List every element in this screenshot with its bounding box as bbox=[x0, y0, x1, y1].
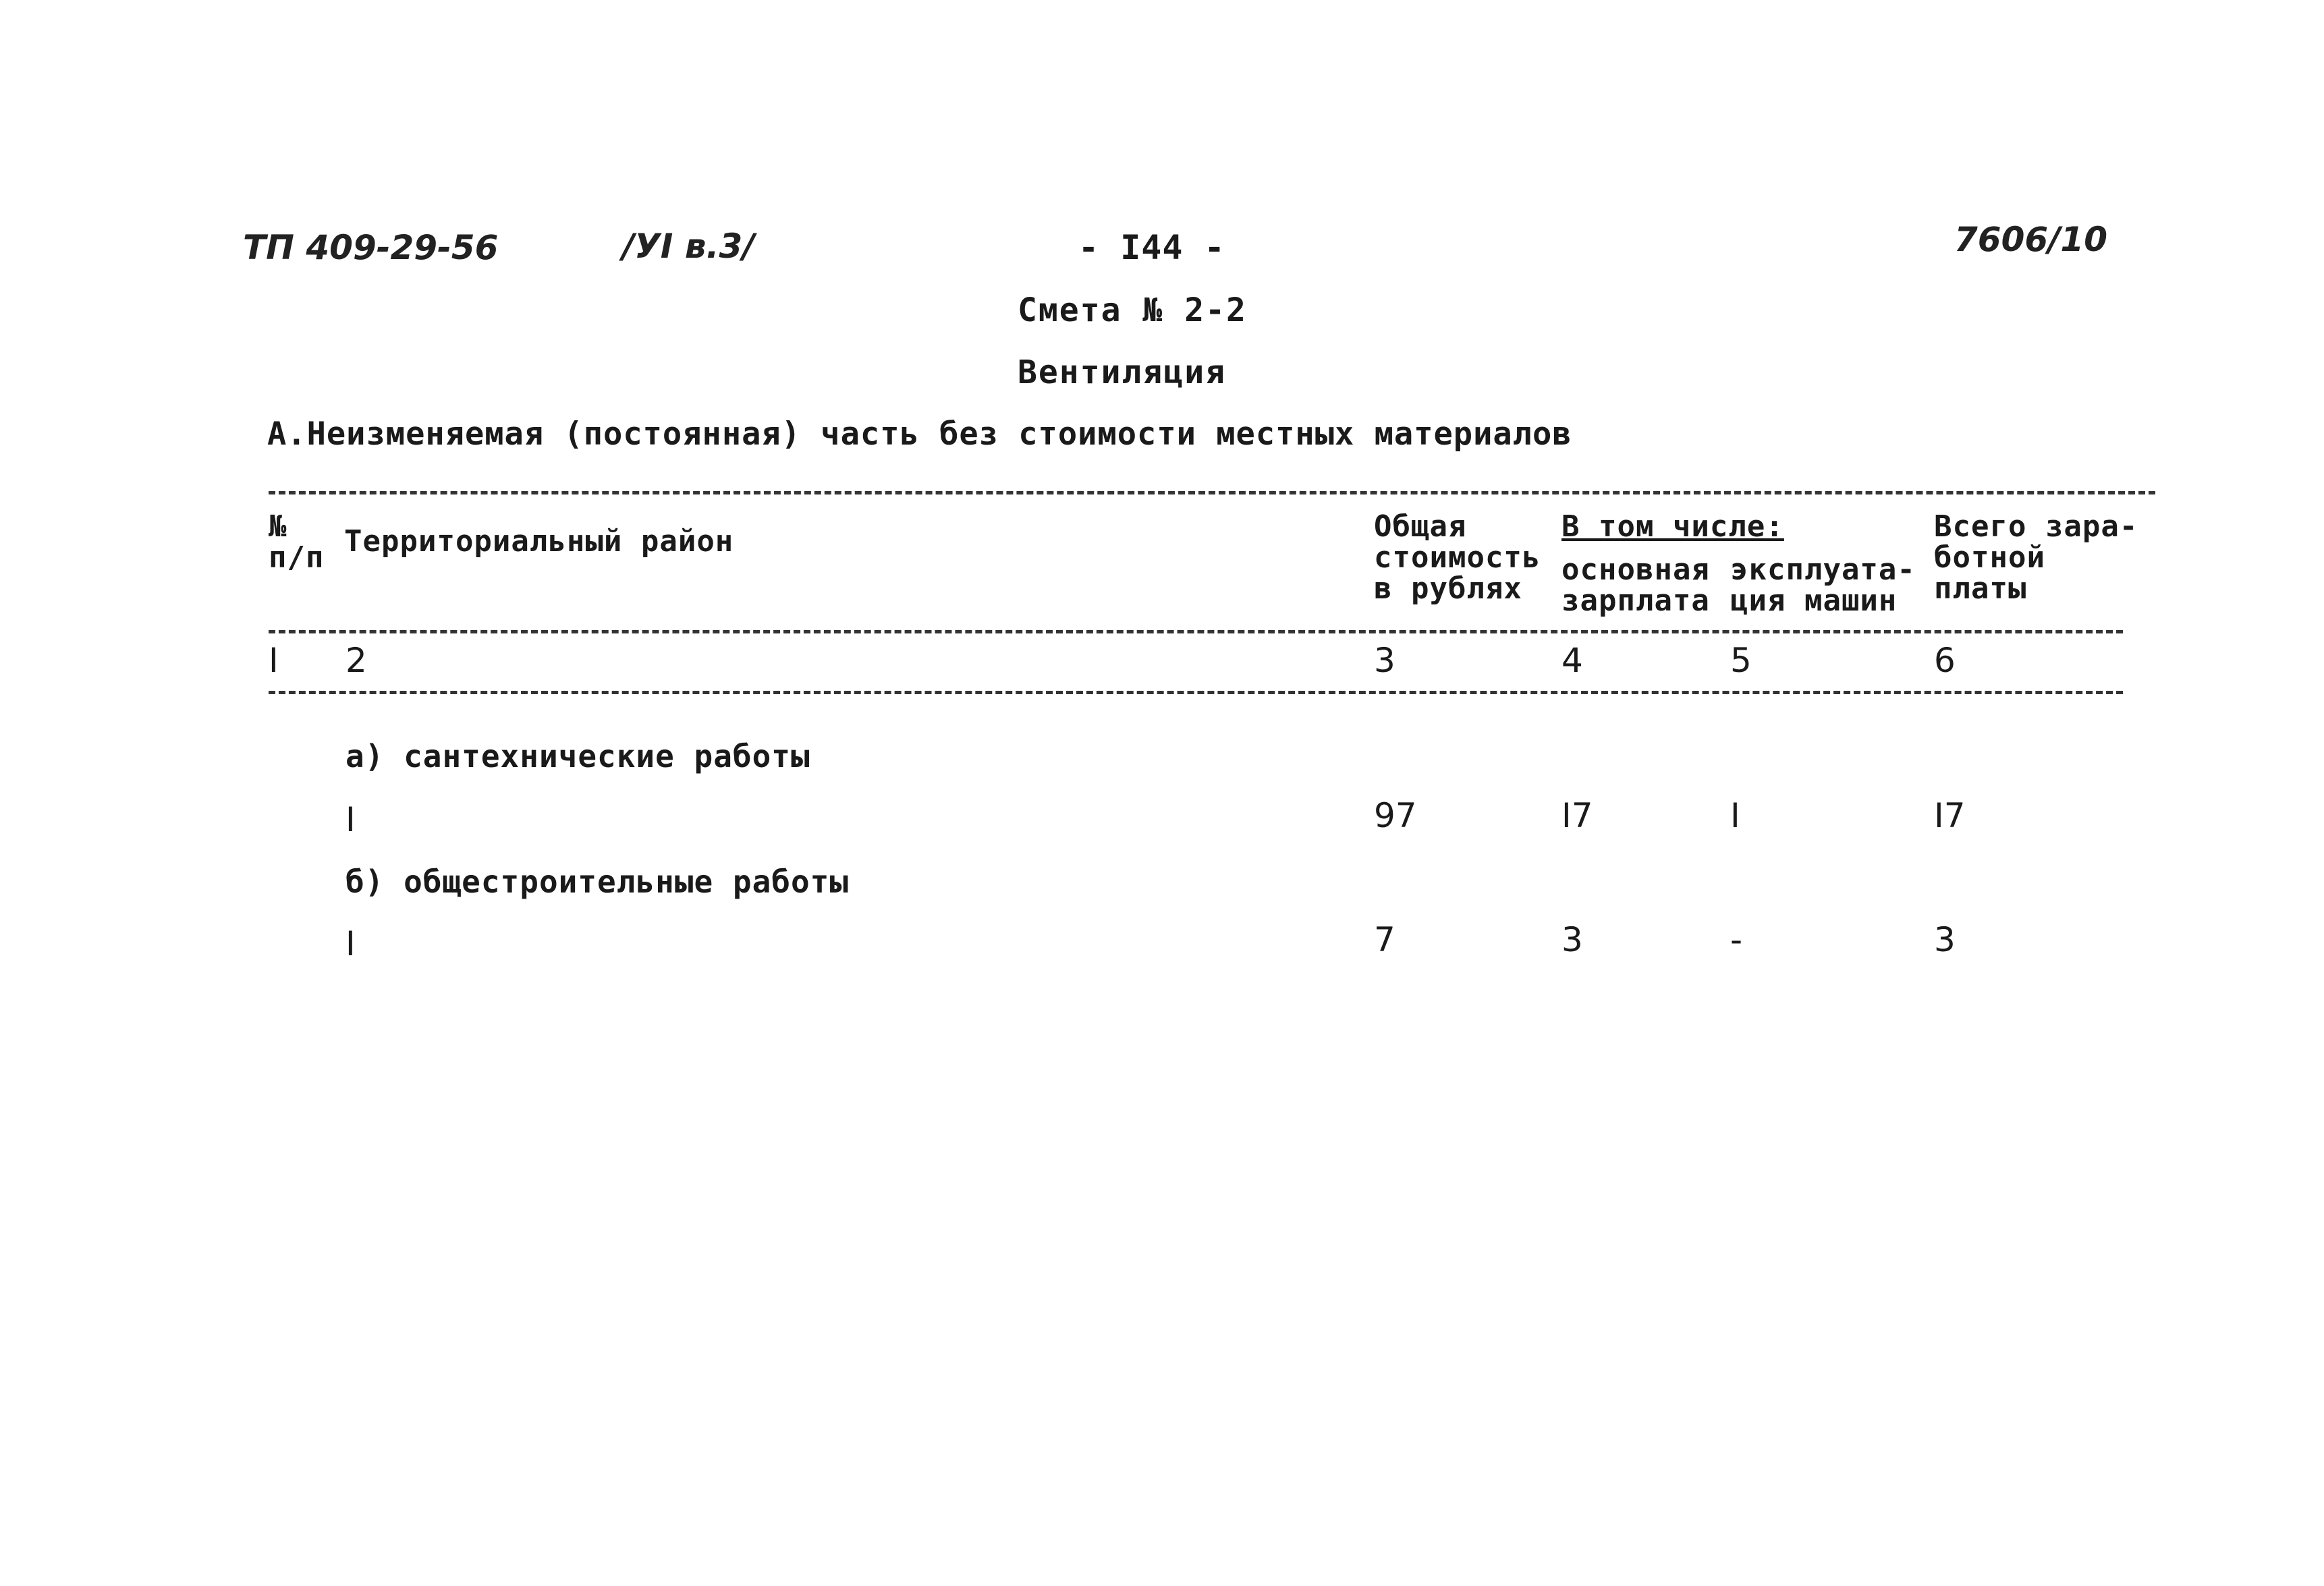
table-cell-total-salary: I7 bbox=[1934, 796, 1966, 835]
column-number-5: 5 bbox=[1730, 641, 1752, 680]
section-label-plumbing: а) сантехнические работы bbox=[345, 738, 810, 774]
column-header-total: Общая стоимость в рублях bbox=[1374, 509, 1541, 606]
table-cell-machines: - bbox=[1730, 920, 1743, 959]
column-numbers-rule bbox=[269, 691, 2123, 694]
column-header-machines: эксплуата- ция машин bbox=[1730, 553, 1916, 618]
table-top-rule bbox=[269, 491, 2155, 494]
table-cell-district: I bbox=[345, 924, 356, 963]
column-header-base-salary: основная зарплата bbox=[1561, 553, 1710, 618]
column-number-6: 6 bbox=[1934, 641, 1956, 680]
inventory-number: 7606/10 bbox=[1954, 220, 2108, 259]
volume-label: /УI в.3/ bbox=[622, 227, 755, 266]
estimate-title: Смета № 2-2 bbox=[1018, 291, 1247, 329]
table-cell-total: 97 bbox=[1374, 796, 1417, 835]
table-cell-district: I bbox=[345, 800, 356, 839]
document-code: ТП 409-29-56 bbox=[243, 228, 499, 267]
table-cell-base-salary: 3 bbox=[1561, 920, 1583, 959]
table-cell-base-salary: I7 bbox=[1561, 796, 1593, 835]
column-number-1: I bbox=[269, 641, 279, 680]
header-bottom-rule bbox=[269, 630, 2123, 633]
column-header-including: В том числе: bbox=[1561, 509, 1784, 544]
table-cell-total: 7 bbox=[1374, 920, 1395, 959]
column-header-number: № п/п bbox=[269, 509, 325, 575]
column-number-3: 3 bbox=[1374, 641, 1395, 680]
section-label-construction: б) общестроительные работы bbox=[345, 863, 850, 900]
page-number: - I44 - bbox=[1078, 228, 1225, 267]
table-cell-total-salary: 3 bbox=[1934, 920, 1956, 959]
column-header-district: Территориальный район bbox=[344, 524, 734, 559]
column-number-4: 4 bbox=[1561, 641, 1583, 680]
column-header-total-salary: Всего зара- ботной платы bbox=[1934, 509, 2138, 606]
section-heading: А.Неизменяемая (постоянная) часть без стоимости местных материалов bbox=[267, 416, 1572, 453]
table-cell-machines: I bbox=[1730, 796, 1740, 835]
column-number-2: 2 bbox=[345, 641, 367, 680]
estimate-subject: Вентиляция bbox=[1018, 353, 1226, 391]
